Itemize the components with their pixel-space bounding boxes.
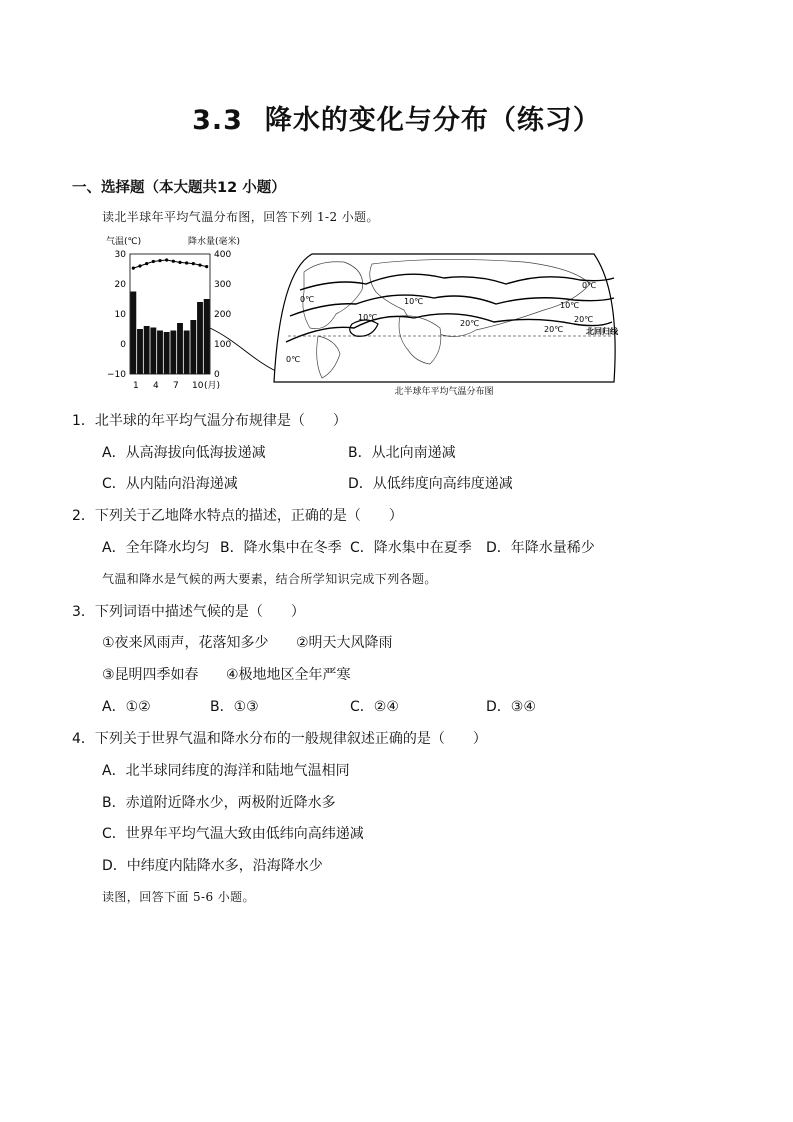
q3-option-b: B．①③ xyxy=(210,699,259,715)
temperature-point xyxy=(152,260,155,263)
precip-bar xyxy=(144,326,150,374)
month-ticks xyxy=(133,380,220,391)
temperature-point xyxy=(178,261,181,264)
right-tick-label: 0 xyxy=(214,370,220,380)
q2-option-a: A．全年降水均匀 xyxy=(102,540,210,556)
q3-item-3: ③昆明四季如春 xyxy=(102,667,199,683)
q3-item-1: ①夜来风雨声，花落知多少 xyxy=(102,635,269,651)
month-tick-label: 4 xyxy=(153,381,159,391)
left-ticks xyxy=(107,250,126,380)
precip-bar xyxy=(184,331,190,375)
map-caption: 北半球年平均气温分布图 xyxy=(394,387,494,397)
question-2-stem: 2．下列关于乙地降水特点的描述，正确的是（ ） xyxy=(72,508,403,524)
q4-option-a: A．北半球同纬度的海洋和陆地气温相同 xyxy=(102,763,350,779)
q1-option-a: A．从高海拔向低海拔递减 xyxy=(102,445,266,461)
isotherm-label: 10℃ xyxy=(560,301,580,310)
temperature-point xyxy=(158,259,161,262)
left-tick-label: −10 xyxy=(107,370,126,380)
isotherm-label: 20℃ xyxy=(574,315,594,324)
q3-option-a: A．①② xyxy=(102,699,151,715)
q4-option-b: B．赤道附近降水少，两极附近降水多 xyxy=(102,795,336,811)
temperature-point xyxy=(132,267,135,270)
temperature-point xyxy=(145,262,148,265)
right-tick-label: 200 xyxy=(214,310,232,320)
q4-option-c: C．世界年平均气温大致由低纬向高纬递减 xyxy=(102,826,364,842)
right-tick-label: 400 xyxy=(214,250,232,260)
right-tick-label: 100 xyxy=(214,340,232,350)
month-tick-label: 7 xyxy=(173,381,179,391)
temperature-point xyxy=(205,265,208,268)
q2-option-c: C．降水集中在夏季 xyxy=(350,540,472,556)
precip-bar xyxy=(137,329,143,374)
precip-bar xyxy=(177,323,183,374)
q2-option-d: D．年降水量稀少 xyxy=(486,540,595,556)
q1-option-d: D．从低纬度向高纬度递减 xyxy=(348,476,513,492)
q3-option-c: C．②④ xyxy=(350,699,399,715)
q3-item-2: ②明天大风降雨 xyxy=(296,635,393,651)
q2-option-b: B．降水集中在冬季 xyxy=(220,540,342,556)
precip-bar xyxy=(130,292,136,375)
precip-bar xyxy=(170,331,176,375)
precip-bar xyxy=(157,331,163,375)
page-title: 3.3 降水的变化与分布（练习） xyxy=(192,105,601,136)
right-ticks xyxy=(214,250,231,380)
figure xyxy=(104,232,624,404)
isotherm-label: 10℃ xyxy=(358,313,378,322)
isotherm-label: 20℃ xyxy=(544,325,564,334)
precip-bars xyxy=(130,292,209,375)
intro-text-2: 气温和降水是气候的两大要素，结合所学知识完成下列各题。 xyxy=(102,572,437,586)
isotherm-label: 0℃ xyxy=(582,281,597,290)
left-tick-label: 10 xyxy=(114,310,126,320)
left-tick-label: 30 xyxy=(114,250,126,260)
intro-text-1: 读北半球年平均气温分布图，回答下列 1-2 小题。 xyxy=(102,210,379,224)
q3-item-4: ④极地地区全年严寒 xyxy=(226,667,351,683)
precip-bar xyxy=(190,320,196,374)
q1-option-c: C．从内陆向沿海递减 xyxy=(102,476,238,492)
month-tick-label: (月) xyxy=(204,381,221,391)
intro-text-3: 读图，回答下面 5-6 小题。 xyxy=(102,890,255,904)
section-heading: 一、选择题（本大题共12 小题） xyxy=(72,180,286,196)
question-3-stem: 3．下列词语中描述气候的是（ ） xyxy=(72,604,305,620)
temperature-point xyxy=(192,262,195,265)
left-tick-label: 0 xyxy=(120,340,126,350)
temperature-point xyxy=(138,264,141,267)
left-tick-label: 20 xyxy=(114,280,126,290)
q4-option-d: D．中纬度内陆降水多，沿海降水少 xyxy=(102,858,323,874)
figure-svg xyxy=(104,232,624,400)
temperature-point xyxy=(198,264,201,267)
month-tick-label: 10 xyxy=(192,381,204,391)
month-tick-label: 1 xyxy=(133,381,139,391)
temperature-point xyxy=(172,260,175,263)
tropic-label: 北回归线 xyxy=(586,327,618,336)
temperature-line xyxy=(133,260,206,268)
isotherm-label: 0℃ xyxy=(300,295,315,304)
world-map xyxy=(274,254,619,397)
right-tick-label: 300 xyxy=(214,280,232,290)
precip-bar xyxy=(197,302,203,374)
isotherm-label: 0℃ xyxy=(286,355,301,364)
q3-option-d: D．③④ xyxy=(486,699,536,715)
temp-axis-label: 气温(℃) xyxy=(106,237,142,247)
connector-arrow xyxy=(210,328,282,374)
isotherm-label: 20℃ xyxy=(460,319,480,328)
precip-axis-label: 降水量(毫米) xyxy=(188,237,241,247)
question-1-stem: 1．北半球的年平均气温分布规律是（ ） xyxy=(72,413,347,429)
q1-option-b: B．从北向南递减 xyxy=(348,445,456,461)
precip-bar xyxy=(204,299,210,374)
temperature-point xyxy=(165,258,168,261)
precip-bar xyxy=(164,332,170,374)
isotherm-label: 10℃ xyxy=(404,297,424,306)
precip-bar xyxy=(150,328,156,375)
temperature-point xyxy=(185,261,188,264)
question-4-stem: 4．下列关于世界气温和降水分布的一般规律叙述正确的是（ ） xyxy=(72,731,487,747)
